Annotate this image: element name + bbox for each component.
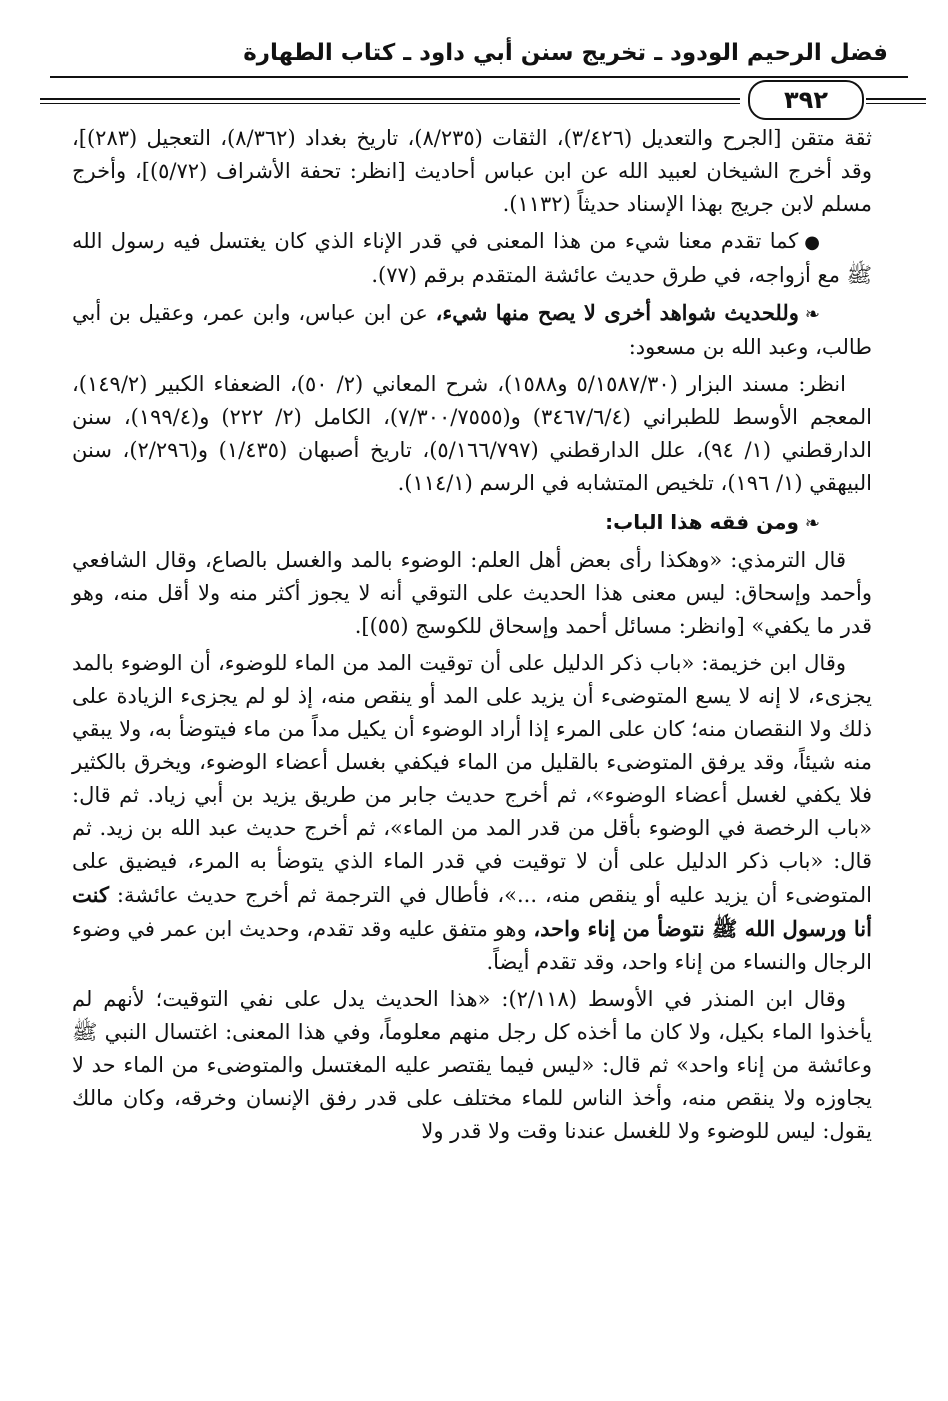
bold-hadith-text: كنت أنا ورسول الله ﷺ نتوضأ من إناء واحد، xyxy=(72,882,872,941)
bullet-icon: ● xyxy=(804,232,820,253)
double-rule-right xyxy=(866,98,926,104)
paragraph-text: وقال ابن خزيمة: «باب ذكر الدليل على أن توقيت المد من الماء للوضوء، أن الوضوء بالمد يجزىء، لا إنه لا يسع المتوضىء أن يزيد على المد أو ينقص منه، إذ لو لم يجزىء الزيادة على ذلك ولا النقصان منه؛ كان على المرء إذا أراد الوضوء أن يكيل مداً من ماء فيتوضأ به، ولا يبقي منه شيئاً، وقد يرفق المتوضىء بالقليل من الماء فيكفي بغسل أعضاء الوضوء، ويخرق بالكثير فلا يكفي لغسل أعضاء الوضوء»، ثم أخرج حديث جابر من طريق يزيد بن أبي زياد. ثم قال: «باب الرخصة في الوضوء بأقل من قدر المد من الماء»، ثم أخرج حديث عبد الله بن زيد. ثم قال: «باب ذكر الدليل على أن لا توقيت في قدر الماء الذي يتوضأ به المرء، فيضيق على المتوضىء أن يزيد عليه أو ينقص منه، ...»، فأطال في الترجمة ثم أخرج حديث عائشة: xyxy=(72,651,872,907)
paragraph-narrator-grading xyxy=(72,122,872,221)
section-heading-text: ومن فقه هذا الباب: xyxy=(605,510,799,534)
page-header xyxy=(40,30,908,114)
paragraph-ibn-al-mundhir xyxy=(72,983,872,1148)
paragraph-text: وهو متفق عليه وقد تقدم، وحديث ابن عمر في وضوء الرجال والنساء من إناء واحد، وقد تقدم أيضاً. xyxy=(72,917,872,974)
page-number: ٣٩٢ xyxy=(748,80,864,120)
paragraph-previous-mention xyxy=(72,225,872,292)
paragraph-text: عن ابن عباس، وابن عمر، وعقيل بن أبي طالب، وعبد الله بن مسعود: xyxy=(72,301,872,359)
fleuron-icon: ❧ xyxy=(804,304,821,325)
paragraph-tirmidhi xyxy=(72,544,872,643)
header-rule xyxy=(50,76,908,78)
double-rule-left xyxy=(40,98,740,104)
page-number-row xyxy=(40,88,908,114)
paragraph-other-witnesses xyxy=(72,296,872,364)
running-title: فضل الرحيم الودود ـ تخريج سنن أبي داود ـ كتاب الطهارة xyxy=(243,40,888,66)
bold-heading-text: وللحديث شواهد أخرى لا يصح منها شيء، xyxy=(435,300,799,325)
paragraph-references xyxy=(72,368,872,500)
fleuron-icon: ❧ xyxy=(804,513,820,534)
page-body xyxy=(72,122,872,1382)
section-heading-fiqh xyxy=(72,506,872,540)
paragraph-text: قال الترمذي: «وهكذا رأى بعض أهل العلم: الوضوء بالمد والغسل بالصاع، وقال الشافعي وأحمد وإسحاق: ليس معنى هذا الحديث على التوقي أنه لا يجوز أكثر منه ولا أقل منه، وهو قدر ما يكفي» [وانظر: مسائل أحمد وإسحاق للكوسج (٥٥)]. xyxy=(72,548,872,638)
paragraph-text: وقال ابن المنذر في الأوسط (٢/١١٨): «هذا الحديث يدل على نفي التوقيت؛ لأنهم لم يأخذوا الماء بكيل، ولا كان ما أخذه كل رجل منهم معلوماً، وفي هذا المعنى: اغتسال النبي ﷺ وعائشة من إناء واحد» ثم قال: «ليس فيما يقتصر عليه المغتسل والمتوضىء من الماء حد لا يجاوزه ولا ينقص منه، وأخذ الناس للماء مختلف على قدر رفق الإنسان وخرقه، وكان مالك يقول: ليس للوضوء ولا للغسل عندنا وقت ولا قدر ولا xyxy=(72,987,872,1143)
paragraph-text: انظر: مسند البزار (٥/١٥٨٧/٣٠ و١٥٨٨)، شرح المعاني (٢/ ٥٠)، الضعفاء الكبير (١٤٩/٢)، المعجم الأوسط للطبراني (٣٤٦٧/٦/٤) و(٧/٣٠٠/٧٥٥٥)، الكامل (٢/ ٢٢٢) و(١٩٩/٤)، سنن الدارقطني (١/ ٩٤)، علل الدارقطني (٥/١٦٦/٧٩٧)، تاريخ أصبهان (١/٤٣٥) و(٢/٢٩٦)، سنن البيهقي (١/ ١٩٦)، تلخيص المتشابه في الرسم (١١٤/١). xyxy=(72,372,872,495)
paragraph-text: ثقة متقن [الجرح والتعديل (٣/٤٢٦)، الثقات (٨/٢٣٥)، تاريخ بغداد (٨/٣٦٢)، التعجيل (٢٨٣)]، وقد أخرج الشيخان لعبيد الله عن ابن عباس أحاديث [انظر: تحفة الأشراف (٥/٧٢)]، وأخرج مسلم لابن جريج بهذا الإسناد حديثاً (١١٣٢). xyxy=(72,126,872,216)
paragraph-text: كما تقدم معنا شيء من هذا المعنى في قدر الإناء الذي كان يغتسل فيه رسول الله ﷺ مع أزواجه، في طرق حديث عائشة المتقدم برقم (٧٧). xyxy=(72,229,872,287)
paragraph-ibn-khuzaymah xyxy=(72,647,872,979)
